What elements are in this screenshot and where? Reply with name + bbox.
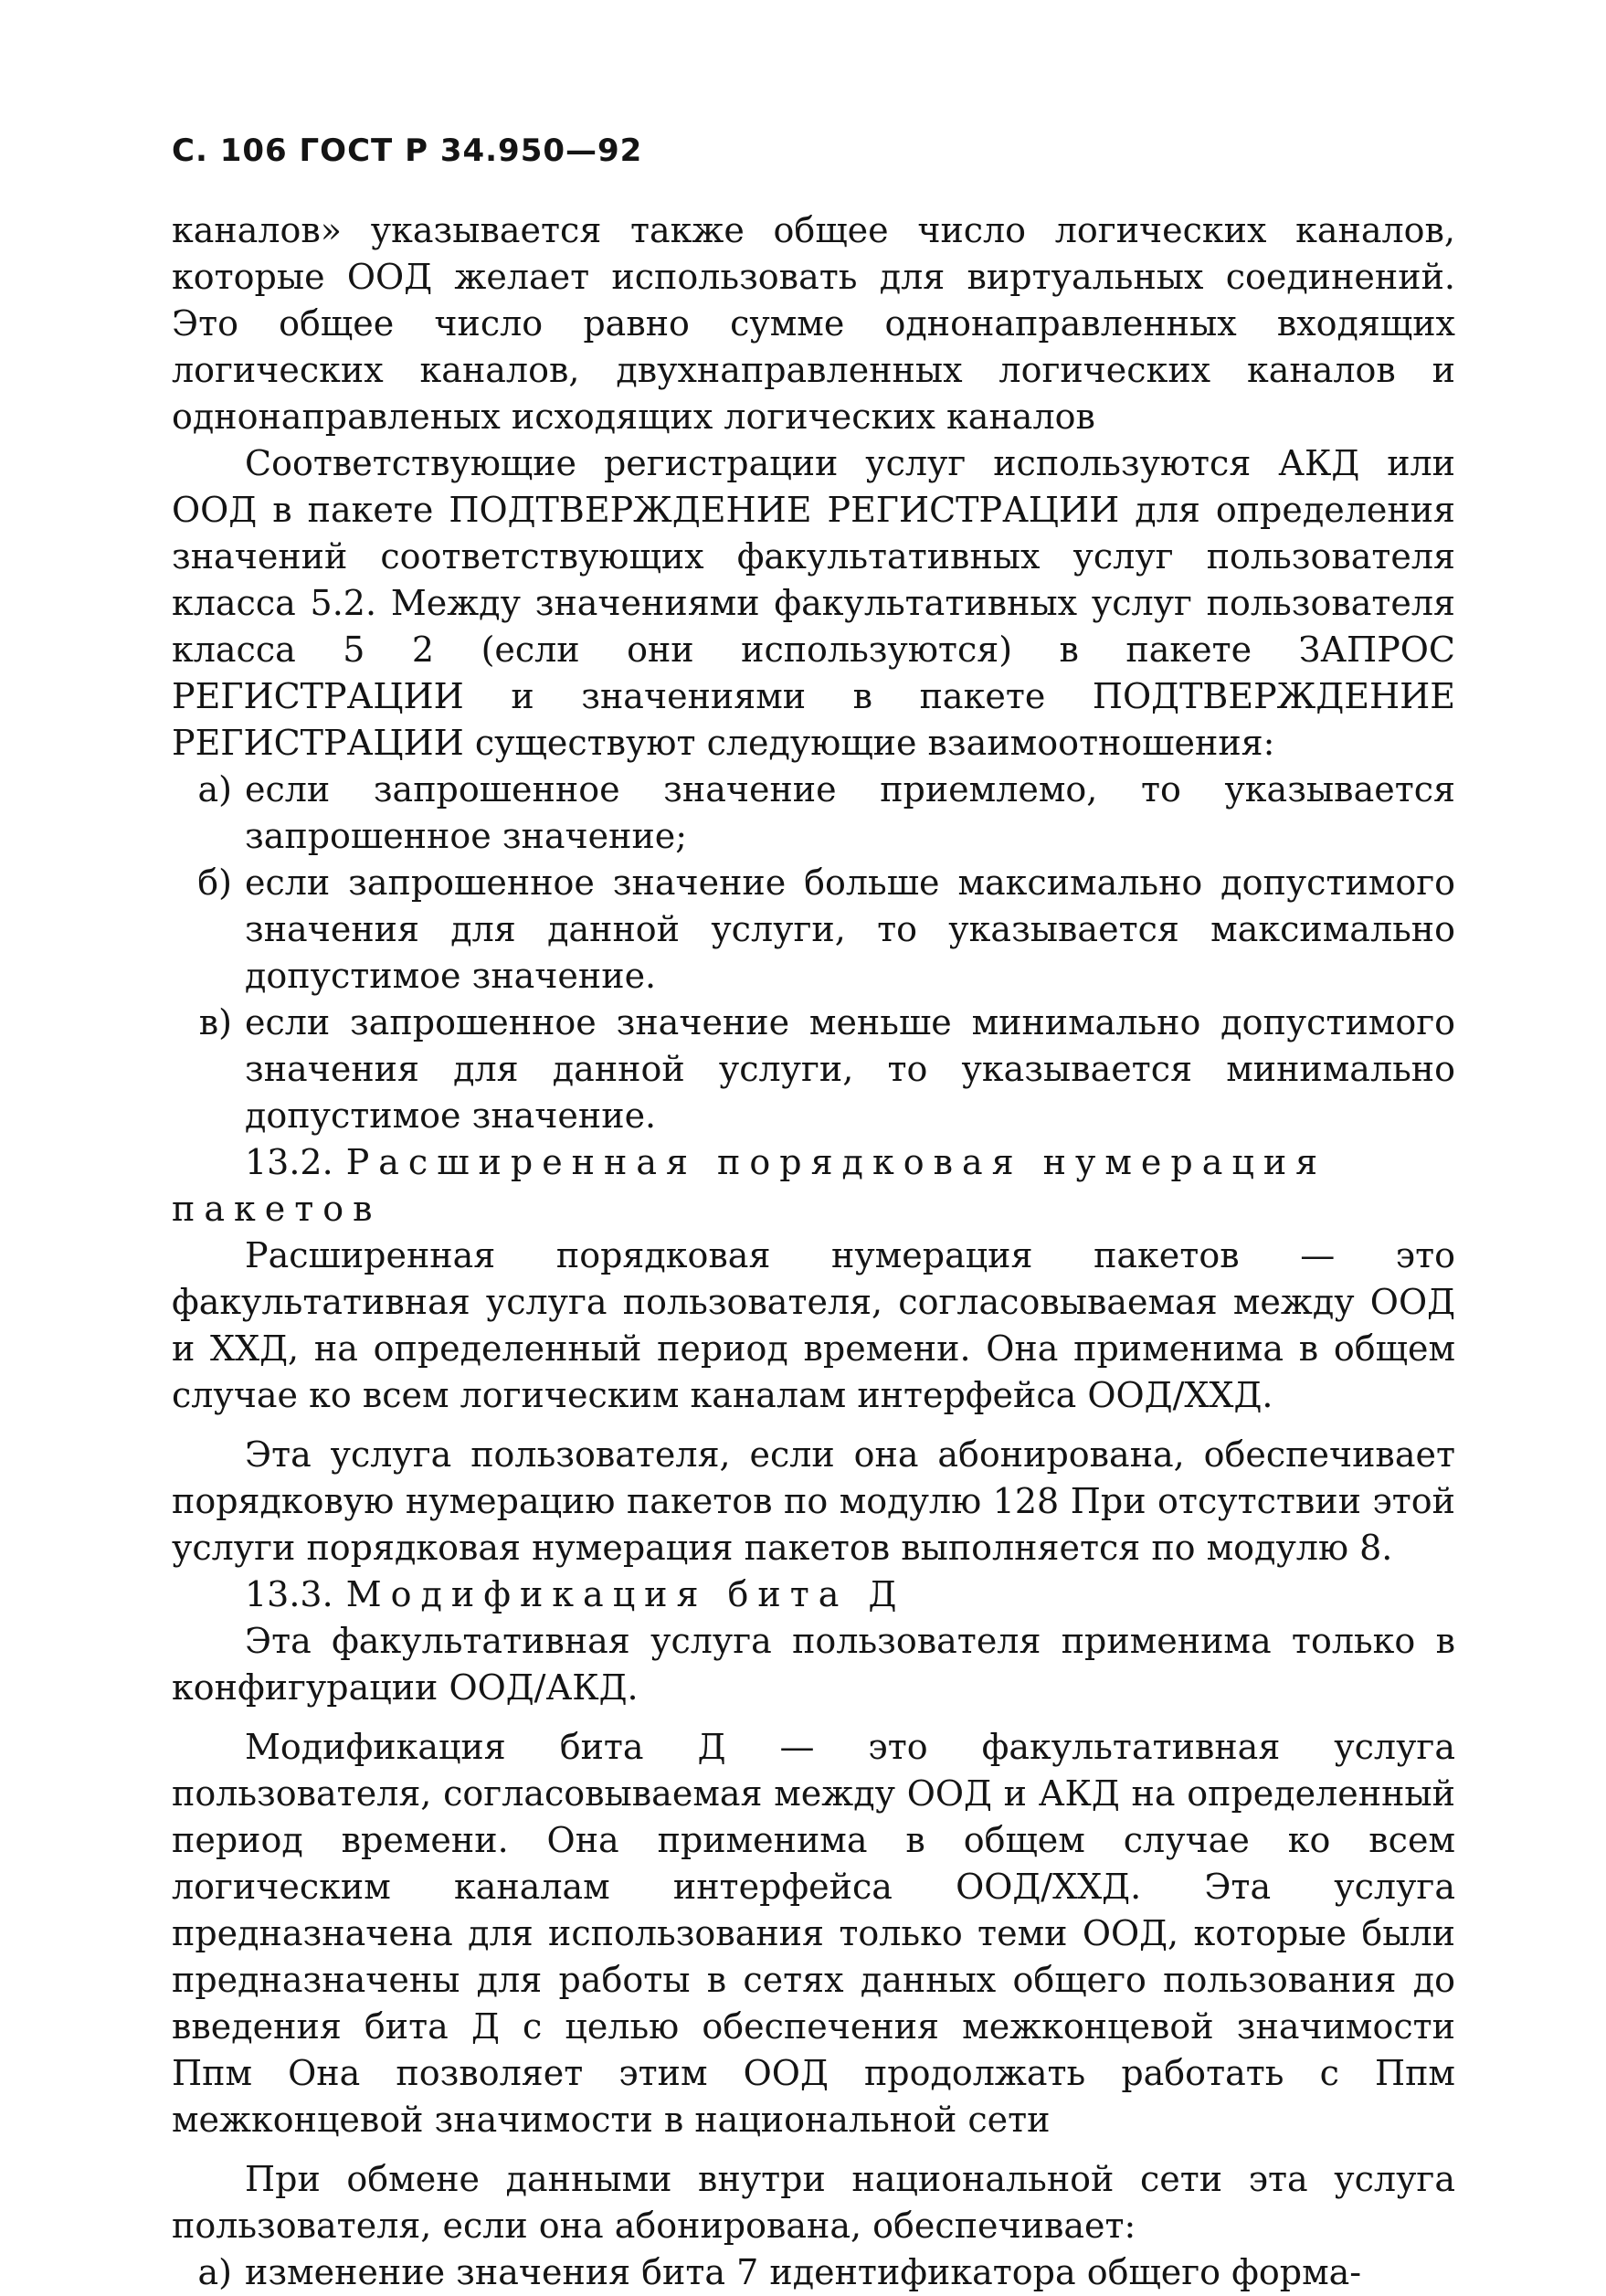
paragraph: При обмене данными внутри национальной сети эта услуга пользователя, если она абонирована, обеспечивает:	[172, 2159, 1455, 2246]
paragraph: Эта факультативная услуга пользователя применима только в конфигурации ООД/АКД.	[172, 1621, 1455, 1708]
paragraph: Соответствующие регистрации услуг используются АКД или ООД в пакете ПОДТВЕРЖДЕНИЕ РЕГИСТРАЦИИ для определения значений соответствующих факультативных услуг пользователя класса 5.2. Между значениями факультативных услуг пользователя класса 5 2 (если они используются) в пакете ЗАПРОС РЕГИСТРАЦИИ и значениями в пакете ПОДТВЕРЖДЕНИЕ РЕГИСТРАЦИИ существуют следующие взаимоотношения:	[172, 443, 1455, 763]
section-number: 13.3.	[245, 1574, 333, 1614]
list-item-text: если запрошенное значение больше максимально допустимого значения для данной услуги, то указывается максимально допустимое значение.	[245, 862, 1455, 996]
paragraph: каналов» указывается также общее число логических каналов, которые ООД желает использовать для виртуальных соединений. Это общее число равно сумме однонаправленных входящих логических каналов, двухнаправленных логических каналов и однонаправленых исходящих логических каналов	[172, 210, 1455, 437]
section-heading-13-2	[172, 1139, 1455, 1233]
paragraph: Расширенная порядковая нумерация пакетов — это факультативная услуга пользователя, согласовываемая между ООД и ХХД, на определенный период времени. Она применима в общем случае ко всем логическим каналам интерфейса ООД/ХХД.	[172, 1235, 1455, 1415]
list-item	[172, 2249, 1455, 2296]
list-marker: а)	[197, 2252, 232, 2292]
list-item	[172, 1000, 1455, 1139]
section-number: 13.2.	[245, 1142, 333, 1182]
list-item	[172, 860, 1455, 1000]
section-title: Расширенная порядковая нумерация пакетов	[172, 1142, 1327, 1229]
page-header: С. 106 ГОСТ Р 34.950—92	[172, 132, 643, 169]
list-marker: а)	[197, 769, 232, 809]
list-item-text: если запрошенное значение меньше минимально допустимого значения для данной услуги, то указывается минимально допустимое значение.	[245, 1002, 1455, 1136]
paragraph: Эта услуга пользователя, если она абонирована, обеспечивает порядковую нумерацию пакетов по модулю 128 При отсутствии этой услуги порядковая нумерация пакетов выполняется по модулю 8.	[172, 1434, 1455, 1568]
section-heading-13-3	[172, 1571, 1455, 1618]
list-marker: б)	[197, 862, 232, 903]
document-page	[172, 132, 1455, 2296]
list-item-text: если запрошенное значение приемлемо, то указывается запрошенное значение;	[245, 769, 1455, 856]
section-title: Модификация бита Д	[345, 1574, 906, 1614]
list-item-text: изменение значения бита 7 идентификатора общего форма-	[245, 2252, 1362, 2292]
paragraph: Модификация бита Д — это факультативная услуга пользователя, согласовываемая между ООД и АКД на определенный период времени. Она применима в общем случае ко всем логическим каналам интерфейса ООД/ХХД. Эта услуга предназначена для использования только теми ООД, которые были предназначены для работы в сетях данных общего пользования до введения бита Д с целью обеспечения межконцевой значимости Ппм Она позволяет этим ООД продолжать работать с Ппм межконцевой значимости в национальной сети	[172, 1727, 1455, 2140]
list-item	[172, 767, 1455, 860]
list-marker: в)	[198, 1002, 232, 1042]
